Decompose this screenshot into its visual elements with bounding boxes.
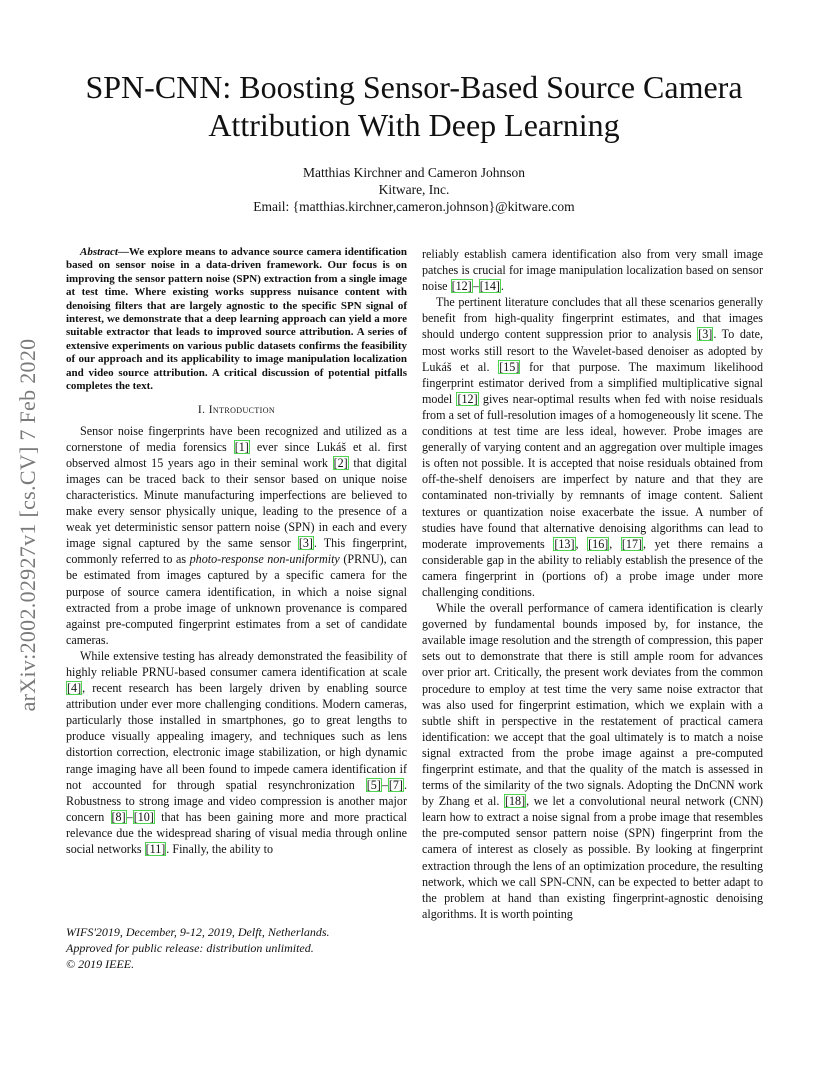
paragraph: reliably establish camera identification also from very small image patches is crucial for image manipulation localization based on sensor noise [12]–[14].: [422, 247, 763, 294]
text-span: While the overall performance of camera identification is clearly governed by fundamental bounds imposed by, for instance, the available image resolution and the strength of compression, this paper sets out to demonstrate that there is still ample room for advances over prior art. Critically, the present work deviates from the common procedure to employ at test time the very same noise extractor that was also used for fingerprint estimation, which we explain with a subtle shift in perspective in the restatement of practical camera identification: we accept that the goal ultimately is to match a noise signal extracted from the probe image against a pre-computed fingerprint estimate, and that the quality of the match is assessed in terms of the similarity of the two signals. Adopting the DnCNN work by Zhang et al.: [422, 601, 763, 809]
citation-link[interactable]: [7]: [388, 777, 403, 792]
citation-link[interactable]: [8]: [111, 809, 126, 824]
citation-link[interactable]: [12]: [457, 391, 478, 406]
text-span: that digital images can be traced back to their sensor based on unique noise characteristics. Minute manufacturing imperfections are believed to make every sensor physically unique, leading to the presence of a weak yet deterministic sensor pattern noise (SPN) in each and every image signal captured by the same sensor: [66, 455, 407, 551]
paragraph: [66, 423, 407, 648]
section-numeral: I.: [197, 404, 209, 417]
text-span: , recent research has been largely driven by enabling source attribution under ever more challenging conditions. Modern cameras, particularly those installed in smartphones, go to great lengths to produce visually appealing imagery, and techniques such as lens distortion correction, electronic image stabilization, or high dynamic range imaging have all been found to impede camera identification if not accounted for through spatial resynchronization: [66, 681, 407, 792]
title-line-1: SPN-CNN: Boosting Sensor-Based Source Camera: [85, 69, 743, 105]
paper-title: [60, 68, 768, 144]
abstract: [66, 246, 407, 393]
arxiv-id: arXiv:2002.02927v1 [cs.CV] 7 Feb 2020: [15, 338, 40, 712]
emphasis: photo-response non-uniformity: [189, 552, 340, 567]
section-heading-introduction: [66, 402, 407, 418]
arxiv-watermark: [8, 290, 48, 760]
footnote-line: © 2019 IEEE.: [66, 957, 135, 971]
citation-link[interactable]: [11]: [145, 842, 166, 856]
citation-link[interactable]: [4]: [67, 681, 82, 696]
citation-link[interactable]: [12]: [451, 279, 472, 294]
paragraph: [422, 600, 763, 922]
text-span: The pertinent literature concludes that all these scenarios generally benefit from high-quality fingerprint estimates, and that images should undergo content suppression prior to analysis: [422, 295, 763, 342]
left-column: [66, 246, 407, 857]
abstract-text: —We explore means to advance source camera identification based on sensor noise in a data-driven framework. Our focus is on improving the sensor pattern noise (SPN) extraction from a single image at test time. Where existing works suppress nuisance content with denoising filters that are largely agnostic to the specific SPN signal of interest, we demonstrate that a deep learning approach can yield a more suitable extractor that leads to improved source attribution. A series of extensive experiments on various public datasets confirms the feasibility of our approach and its applicability to image manipulation localization and video source attribution. A critical discussion of potential pitfalls completes the text.: [66, 246, 407, 393]
text-span: (PRNU), can be estimated from images captured by a specific camera for the purpose of source camera identification, in which a noise signal extracted from a probe image of unknown provenance is compared against pre-computed fingerprint estimates from a set of candidate cameras.: [66, 552, 407, 647]
text-span: reliably establish camera identification also from very small image patches is crucial for image manipulation localization based on sensor noise: [422, 247, 763, 294]
text-span: that has been gaining more and more practical relevance due the widespread sharing of visual media through online social networks: [66, 809, 407, 856]
text-span: .: [500, 279, 504, 294]
paragraph: While extensive testing has already demonstrated the feasibility of highly reliable PRNU-based consumer camera identification at scale [4], recent research has been largely driven by enabling source attribution under ever more challenging conditions. Modern cameras, particularly those installed in smartphones, go to great lengths to produce visually appealing imagery, and techniques such as lens distortion correction, electronic image stabilization, or high dynamic range imaging have all been found to impede camera identification if not accounted for through spatial resynchronization [5]–[7]. Robustness to strong image and video compression is another major concern [8]–[10] that has been gaining more and more practical relevance due the widespread sharing of visual media through online social networks [11]. Finally, the ability to: [66, 648, 407, 856]
footnote-line: WIFS'2019, December, 9-12, 2019, Delft, Netherlands.: [66, 925, 330, 939]
citation-link[interactable]: [14]: [479, 279, 500, 294]
citation-link[interactable]: [1]: [234, 439, 249, 454]
conference-footnote: [66, 924, 407, 972]
citation-link[interactable]: [3]: [698, 327, 713, 342]
citation-link[interactable]: [18]: [504, 794, 526, 809]
text-span: ever since Lukáš et al. first observed almost 15 years ago in their seminal work: [66, 439, 407, 470]
text-span: gives near-optimal results when fed with noise residuals from a set of full-resolution images of a homogeneously lit scene. The conditions at test time are less ideal, however. Probe images are generally of varying content and an aggregation over multiple images is often not possible. It is accepted that noise residuals obtained from off-the-shelf denoisers are imperfect by nature and that they are contaminated non-trivially by remnants of image content. Salient textures or quantization noise exacerbate the issue. A number of studies have found that alternative denoising algorithms can lead to moderate improvements: [422, 391, 763, 551]
right-column: [422, 246, 763, 922]
author-block: [60, 164, 768, 215]
paragraph: The pertinent literature concludes that all these scenarios generally benefit from high-quality fingerprint estimates, and that images should undergo content suppression prior to analysis [3]. To date, most works still resort to the Wavelet-based denoiser as adopted by Lukáš et al. [15] for that purpose. The maximum likelihood fingerprint estimator derived from a simplified multiplicative signal model [12] gives near-optimal results when fed with noise residuals from a set of full-resolution images of a homogeneously lit scene. The conditions at test time are less ideal, however. Probe images are generally of varying content and an aggregation over multiple images is often not possible. It is accepted that noise residuals obtained from off-the-shelf denoisers are imperfect by nature and that they are contaminated non-trivially by remnants of image content. Salient textures or quantization noise exacerbate the issue. A number of studies have found that alternative denoising algorithms can lead to moderate improvements [13], [16], [17], yet there remains a considerable gap in the ability to reliably establish the presence of the camera fingerprint in (portions of) a probe image under more challenging conditions.: [422, 295, 764, 599]
citation-link[interactable]: [17]: [621, 536, 643, 551]
footnote-line: Approved for public release: distribution unlimited.: [66, 941, 314, 955]
citation-link[interactable]: [15]: [499, 359, 520, 374]
text-span: , yet there remains a considerable gap in the ability to reliably establish the presence of the camera fingerprint in (portions of) a probe image under more challenging conditions.: [422, 536, 764, 599]
text-span: , we let a convolutional neural network (CNN) learn how to extract a noise signal from a probe image that resembles the pre-computed sensor pattern noise (SPN) fingerprint from the camera of interest as closely as possible. By looking at fingerprint extraction through the lens of an optimization procedure, the resulting network, which we call SPN-CNN, can be expected to better adapt to the problem at hand than existing fingerprint-agnostic denoising algorithms. It is worth pointing: [422, 794, 764, 921]
author-names: Matthias Kirchner and Cameron Johnson: [303, 165, 525, 180]
abstract-label: Abstract: [80, 246, 118, 258]
text-span: Sensor noise fingerprints have been recognized and utilized as a cornerstone of media forensics: [66, 423, 407, 454]
text-span: While extensive testing has already demonstrated the feasibility of highly reliable PRNU-based consumer camera identification at scale: [66, 648, 407, 679]
text-span: . This fingerprint, commonly referred to as: [66, 536, 408, 567]
author-email: Email: {matthias.kirchner,cameron.johnson}@kitware.com: [253, 199, 575, 214]
text-span: for that purpose. The maximum likelihood fingerprint estimator derived from a simplified multiplicative signal model: [422, 359, 763, 406]
citation-link[interactable]: [13]: [554, 536, 575, 551]
citation-link[interactable]: [5]: [366, 777, 381, 792]
citation-link[interactable]: [3]: [298, 536, 313, 551]
text-span: . To date, most works still resort to the Wavelet-based denoiser as adopted by Lukáš et al.: [422, 327, 763, 374]
text-span: . Finally, the ability to: [166, 842, 274, 856]
citation-link[interactable]: [16]: [588, 536, 609, 551]
citation-link[interactable]: [2]: [333, 455, 348, 470]
text-span: . Robustness to strong image and video compression is another major concern: [66, 777, 407, 824]
citation-link[interactable]: [10]: [133, 809, 154, 824]
title-line-2: Attribution With Deep Learning: [208, 107, 620, 143]
section-title: Introduction: [208, 404, 276, 417]
affiliation: Kitware, Inc.: [378, 182, 450, 197]
